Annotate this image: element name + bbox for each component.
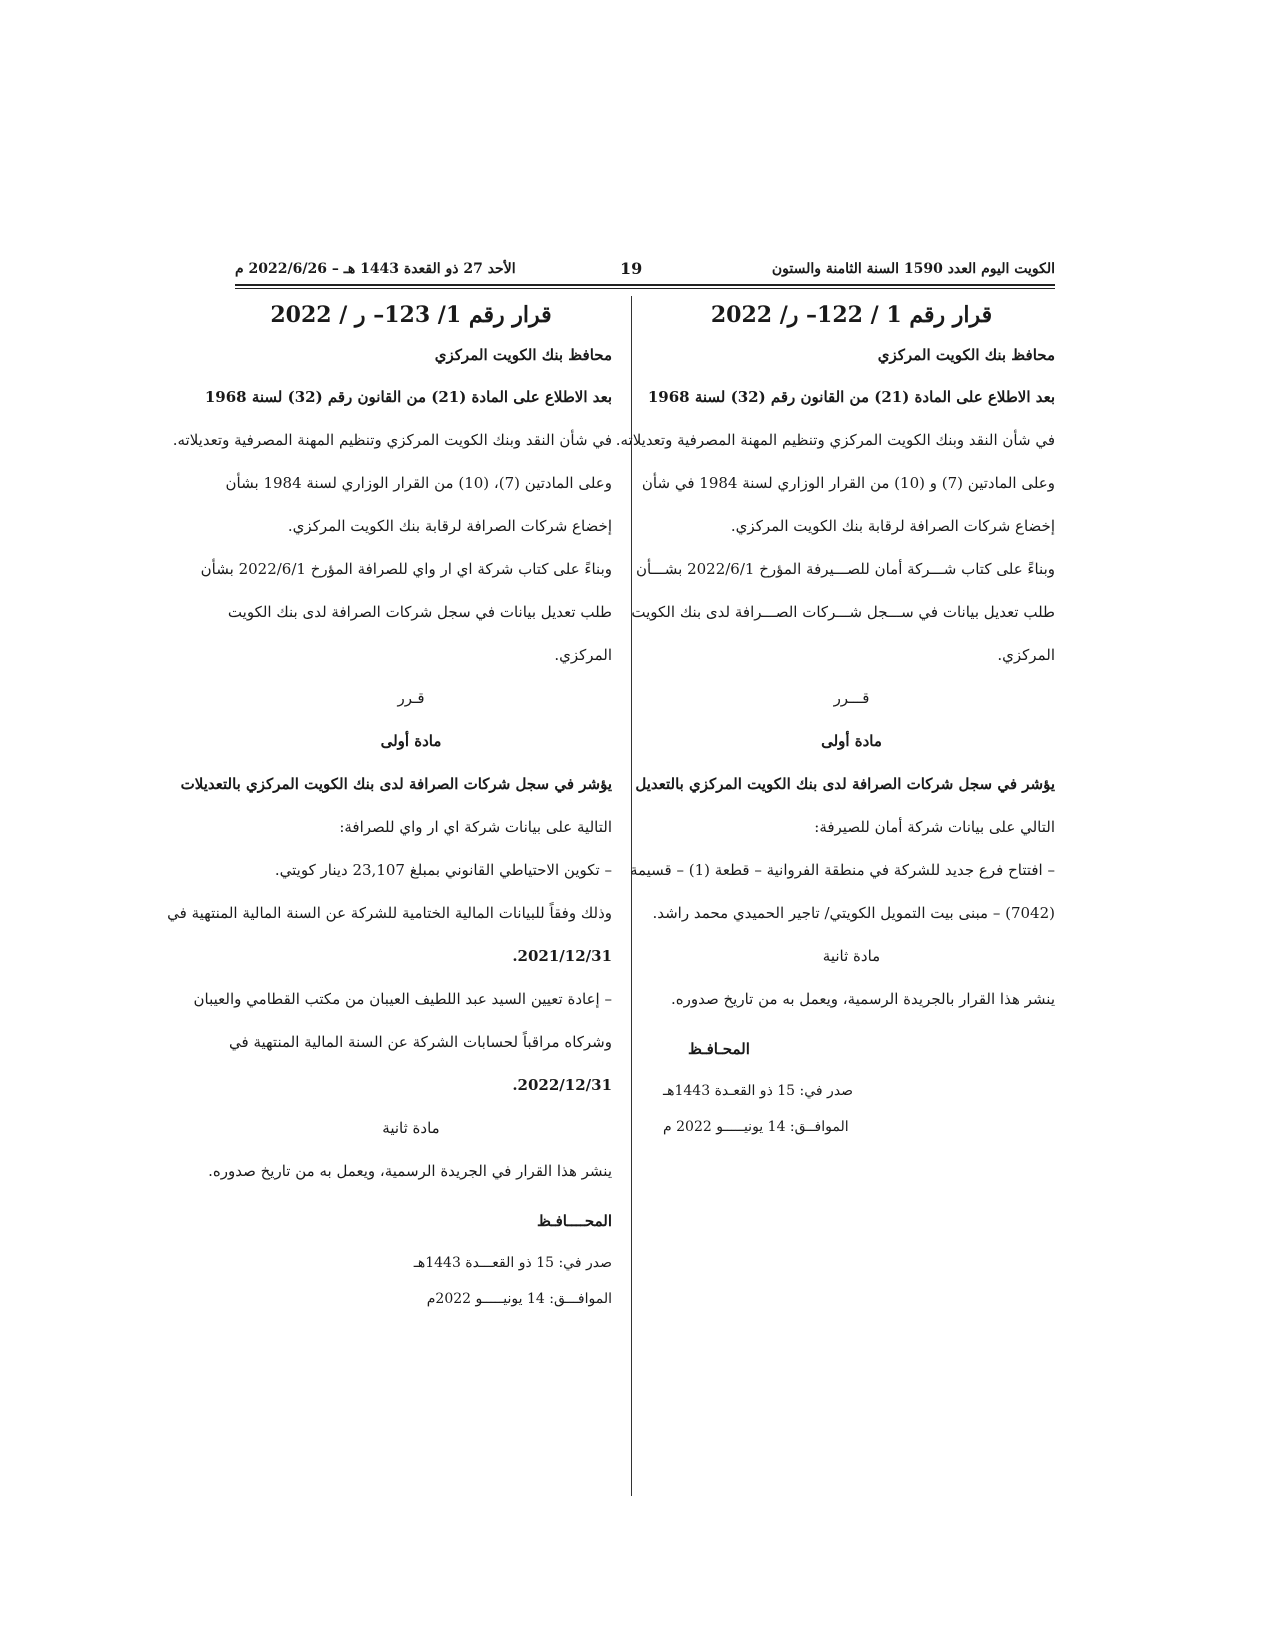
decision-122-column	[615, 296, 1055, 1145]
preamble-line: طلب تعديل بيانات في سجل شركات الصرافة لدى بنك الكويت	[227, 603, 612, 621]
article-line: التالية على بيانات شركة اي ار واي للصرافة:	[339, 818, 612, 836]
issuer-line: محافظ بنك الكويت المركزي	[877, 346, 1055, 364]
article-line: – افتتاح فرع جديد للشركة في منطقة الفروانية – قطعة (1) – قسيمة	[629, 861, 1055, 879]
decided-heading: قـرر	[397, 689, 425, 707]
article-line: – تكوين الاحتياطي القانوني بمبلغ 23,107 دينار كويتي.	[274, 861, 612, 879]
gazette-date: الأحد 27 ذو القعدة 1443 هـ – 2022/6/26 م	[235, 261, 516, 277]
article-line: ينشر هذا القرار بالجريدة الرسمية، ويعمل به من تاريخ صدوره.	[670, 990, 1055, 1008]
article-line: 2021/12/31.	[512, 947, 612, 965]
preamble-line: بعد الاطلاع على المادة (21) من القانون رقم (32) لسنة 1968	[647, 388, 1055, 406]
issued-date-gregorian: الموافـــق: 14 يونيـــــو 2022م	[426, 1291, 612, 1307]
article-line: وشركاه مراقباً لحسابات الشركة عن السنة المالية المنتهية في	[229, 1033, 612, 1051]
preamble-line: في شأن النقد وبنك الكويت المركزي وتنظيم المهنة المصرفية وتعديلاته.	[615, 431, 1055, 449]
decision-123-column	[167, 296, 612, 1317]
preamble-line: وعلى المادتين (7) و (10) من القرار الوزاري لسنة 1984 في شأن	[641, 474, 1055, 492]
preamble-line: في شأن النقد وبنك الكويت المركزي وتنظيم المهنة المصرفية وتعديلاته.	[172, 431, 612, 449]
article-line: التالي على بيانات شركة أمان للصيرفة:	[814, 818, 1055, 836]
issued-date-hijri: صدر في: 15 ذو القعـدة 1443هـ	[663, 1083, 854, 1099]
article-1-heading: مادة أولى	[821, 732, 882, 750]
issued-date-hijri: صدر في: 15 ذو القعـــدة 1443هـ	[413, 1255, 612, 1271]
header-rule-thin	[235, 288, 1055, 289]
article-1-body	[167, 763, 612, 1107]
page-number: 19	[620, 259, 643, 278]
article-1-heading: مادة أولى	[380, 732, 442, 750]
preamble-line: إخضاع شركات الصرافة لرقابة بنك الكويت المركزي.	[287, 517, 612, 535]
article-line: (7042) – مبنى بيت التمويل الكويتي/ تاجير الحميدي محمد راشد.	[652, 904, 1055, 922]
issued-date-gregorian: الموافــق: 14 يونيـــــو 2022 م	[663, 1119, 849, 1135]
article-2-body	[648, 978, 1055, 1021]
preamble-line: بعد الاطلاع على المادة (21) من القانون رقم (32) لسنة 1968	[204, 388, 612, 406]
article-1-body	[629, 763, 1055, 935]
preamble-line: وعلى المادتين (7)، (10) من القرار الوزاري لسنة 1984 بشأن	[225, 474, 612, 492]
article-line: ينشر هذا القرار في الجريدة الرسمية، ويعمل به من تاريخ صدوره.	[208, 1162, 612, 1180]
article-2-heading: مادة ثانية	[822, 947, 881, 965]
preamble	[615, 376, 1055, 677]
article-2-body	[210, 1150, 612, 1193]
issuer-line: محافظ بنك الكويت المركزي	[434, 346, 612, 364]
preamble-line: إخضاع شركات الصرافة لرقابة بنك الكويت المركزي.	[730, 517, 1055, 535]
preamble-line: طلب تعديل بيانات في ســـجل شـــركات الصـــرافة لدى بنك الكويت	[631, 603, 1055, 621]
decided-heading: قـــرر	[833, 689, 870, 707]
decision-title: قرار رقم 1/ 123– ر / 2022	[270, 302, 552, 328]
column-divider	[631, 296, 632, 1496]
preamble-line: وبناءً على كتاب شركة اي ار واي للصرافة المؤرخ 2022/6/1 بشأن	[200, 560, 612, 578]
article-line: وذلك وفقاً للبيانات المالية الختامية للشركة عن السنة المالية المنتهية في	[167, 904, 612, 922]
signature-title: المحـافـظ	[688, 1040, 750, 1058]
decision-title: قرار رقم 1 / 122– ر/ 2022	[710, 302, 993, 328]
preamble-line: المركزي.	[554, 646, 612, 664]
article-2-heading: مادة ثانية	[382, 1119, 440, 1137]
signature-title: المحــــافـظ	[536, 1212, 612, 1230]
article-line: 2022/12/31.	[512, 1076, 612, 1094]
preamble-line: المركزي.	[997, 646, 1055, 664]
header-rule	[235, 284, 1055, 286]
page-header	[235, 257, 1055, 287]
preamble	[172, 376, 612, 677]
article-line: يؤشر في سجل شركات الصرافة لدى بنك الكويت المركزي بالتعديل	[635, 775, 1055, 793]
article-line: يؤشر في سجل شركات الصرافة لدى بنك الكويت المركزي بالتعديلات	[180, 775, 612, 793]
preamble-line: وبناءً على كتاب شـــركة أمان للصـــيرفة المؤرخ 2022/6/1 بشـــأن	[635, 560, 1055, 578]
article-line: – إعادة تعيين السيد عبد اللطيف العيبان من مكتب القطامي والعيبان	[193, 990, 612, 1008]
gazette-issue-label: الكويت اليوم العدد 1590 السنة الثامنة والستون	[771, 261, 1055, 277]
